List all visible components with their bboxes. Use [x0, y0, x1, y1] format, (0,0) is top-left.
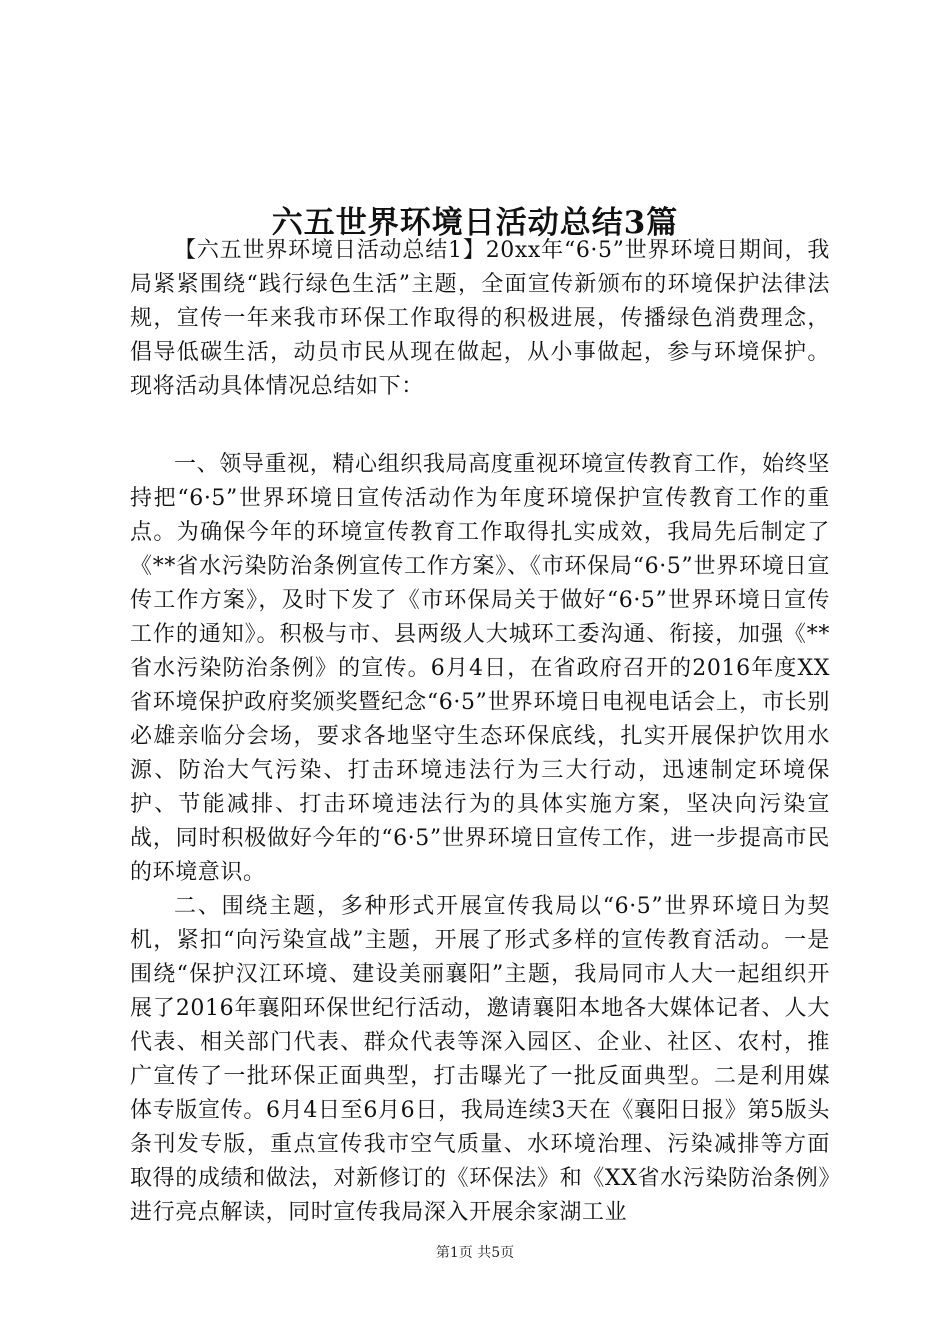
paragraph-section-2: 二、围绕主题，多种形式开展宣传我局以“6·5”世界环境日为契机，紧扣“向污染宣战”主题，开展了形式多样的宣传教育活动。一是围绕“保护汉江环境、建设美丽襄阳”主题，我局同市人大一起组织开展了2016年襄阳环保世纪行活动，邀请襄阳本地各大媒体记者、人大代表、相关部门代表、群众代表等深入园区、企业、社区、农村，推广宣传了一批环保正面典型，打击曝光了一批反面典型。二是利用媒体专版宣传。6月4日至6月6日，我局连续3天在《襄阳日报》第5版头条刊发专版，重点宣传我市空气质量、水环境治理、污染减排等方面取得的成绩和做法，对新修订的《环保法》和《XX省水污染防治条例》进行亮点解读，同时宣传我局深入开展余家湖工业 — [130, 894, 830, 1225]
paragraph-intro: 【六五世界环境日活动总结1】20xx年“6·5”世界环境日期间，我局紧紧围绕“践行绿色生活”主题，全面宣传新颁布的环境保护法律法规，宣传一年来我市环保工作取得的积极进展，传播绿色消费理念，倡导低碳生活，动员市民从现在做起，从小事做起，参与环境保护。现将活动具体情况总结如下： — [130, 238, 830, 399]
paragraph-section-1: 一、领导重视，精心组织我局高度重视环境宣传教育工作，始终坚持把“6·5”世界环境日宣传活动作为年度环境保护宣传教育工作的重点。为确保今年的环境宣传教育工作取得扎实成效，我局先后制定了《**省水污染防治条例宣传工作方案》、《市环保局“6·5”世界环境日宣传工作方案》，及时下发了《市环保局关于做好“6·5”世界环境日宣传工作的通知》。积极与市、县两级人大城环工委沟通、衔接，加强《**省水污染防治条例》的宣传。6月4日，在省政府召开的2016年度XX省环境保护政府奖颁奖暨纪念“6·5”世界环境日电视电话会上，市长别必雄亲临分会场，要求各地坚守生态环保底线，扎实开展保护饮用水源、防治大气污染、打击环境违法行为三大行动，迅速制定环境保护、节能减排、打击环境违法行为的具体实施方案，坚决向污染宣战，同时积极做好今年的“6·5”世界环境日宣传工作，进一步提高市民的环境意识。 — [130, 452, 830, 885]
paragraph-spacer — [130, 404, 830, 448]
page-title: 六五世界环境日活动总结3篇 — [271, 204, 679, 241]
document-body — [130, 234, 830, 1230]
page-footer: 第1页 共5页 — [435, 1245, 515, 1261]
